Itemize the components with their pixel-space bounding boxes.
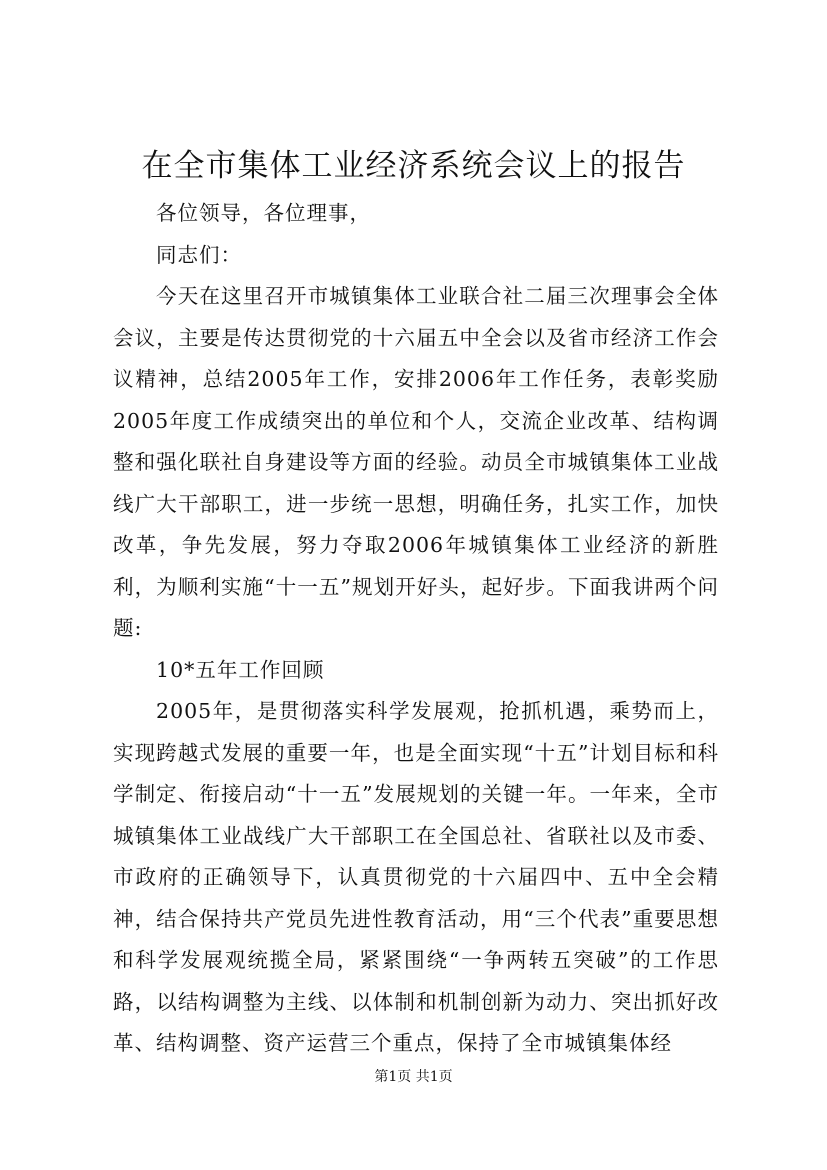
document-body [113,193,719,1065]
document-title: 在全市集体工业经济系统会议上的报告 [141,148,686,184]
body-paragraph: 2005年，是贯彻落实科学发展观，抢抓机遇，乘势而上，实现跨越式发展的重要一年，也是全面实现“十五”计划目标和科学制定、衔接启动“十一五”发展规划的关键一年。一年来，全市城镇集体工业战线广大干部职工在全国总社、省联社以及市委、市政府的正确领导下，认真贯彻党的十六届四中、五中全会精神，结合保持共产党员先进性教育活动，用“三个代表”重要思想和科学发展观统揽全局，紧紧围绕“一争两转五突破”的工作思路，以结构调整为主线、以体制和机制创新为动力、突出抓好改革、结构调整、资产运营三个重点，保持了全市城镇集体经 [113,699,719,1055]
body-paragraph: 今天在这里召开市城镇集体工业联合社二届三次理事会全体会议，主要是传达贯彻党的十六届五中全会以及省市经济工作会议精神，总结2005年工作，安排2006年工作任务，表彰奖励2005年度工作成绩突出的单位和个人，交流企业改革、结构调整和强化联社自身建设等方面的经验。动员全市城镇集体工业战线广大干部职工，进一步统一思想，明确任务，扎实工作，加快改革，争先发展，努力夺取2006年城镇集体工业经济的新胜利，为顺利实施“十一五”规划开好头，起好步。下面我讲两个问题: [113,284,719,640]
page-footer: 第1页 共1页 [374,1069,453,1085]
section-heading: 10*五年工作回顾 [156,657,325,682]
salutation-paragraph: 同志们： [156,242,243,267]
salutation-paragraph: 各位领导，各位理事， [156,201,372,225]
